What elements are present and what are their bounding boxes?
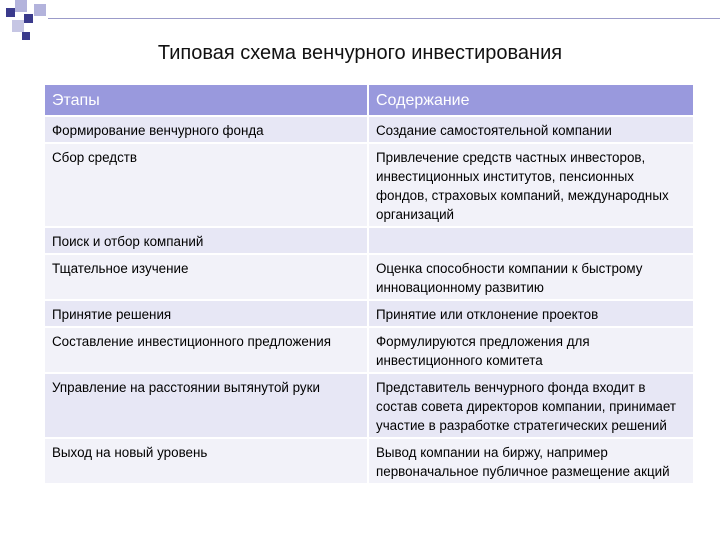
light-square-3	[12, 20, 24, 32]
content-cell: Принятие или отклонение проектов	[368, 300, 693, 327]
dark-square-2	[24, 14, 33, 23]
table-row	[45, 300, 693, 327]
stage-cell: Формирование венчурного фонда	[45, 116, 368, 143]
light-square-1	[15, 0, 27, 12]
content-cell	[368, 227, 693, 254]
content-cell: Представитель венчурного фонда входит в состав совета директоров компании, принимает участие в разработке стратегических решений	[368, 373, 693, 438]
stage-cell: Управление на расстоянии вытянутой руки	[45, 373, 368, 438]
decorative-squares-logo	[0, 0, 70, 40]
header-content: Содержание	[368, 85, 693, 116]
stage-cell: Поиск и отбор компаний	[45, 227, 368, 254]
table-row	[45, 438, 693, 484]
content-cell: Формулируются предложения для инвестиционного комитета	[368, 327, 693, 373]
table-row	[45, 373, 693, 438]
stage-cell: Сбор средств	[45, 143, 368, 227]
light-square-2	[34, 4, 46, 16]
table-header-row	[45, 85, 693, 116]
header-divider-line	[48, 18, 720, 19]
content-cell: Вывод компании на биржу, например первоначальное публичное размещение акций	[368, 438, 693, 484]
table-row	[45, 254, 693, 300]
content-cell: Создание самостоятельной компании	[368, 116, 693, 143]
page-title: Типовая схема венчурного инвестирования	[157, 42, 563, 64]
content-cell: Оценка способности компании к быстрому инновационному развитию	[368, 254, 693, 300]
dark-square-1	[6, 8, 15, 17]
stage-cell: Составление инвестиционного предложения	[45, 327, 368, 373]
table-row	[45, 327, 693, 373]
venture-scheme-table	[45, 85, 693, 485]
content-cell: Привлечение средств частных инвесторов, инвестиционных институтов, пенсионных фондов, страховых компаний, международных организаций	[368, 143, 693, 227]
stage-cell: Тщательное изучение	[45, 254, 368, 300]
dark-square-3	[22, 32, 30, 40]
table-row	[45, 143, 693, 227]
table-row	[45, 116, 693, 143]
stage-cell: Выход на новый уровень	[45, 438, 368, 484]
header-stages: Этапы	[45, 85, 368, 116]
table-row	[45, 227, 693, 254]
stage-cell: Принятие решения	[45, 300, 368, 327]
